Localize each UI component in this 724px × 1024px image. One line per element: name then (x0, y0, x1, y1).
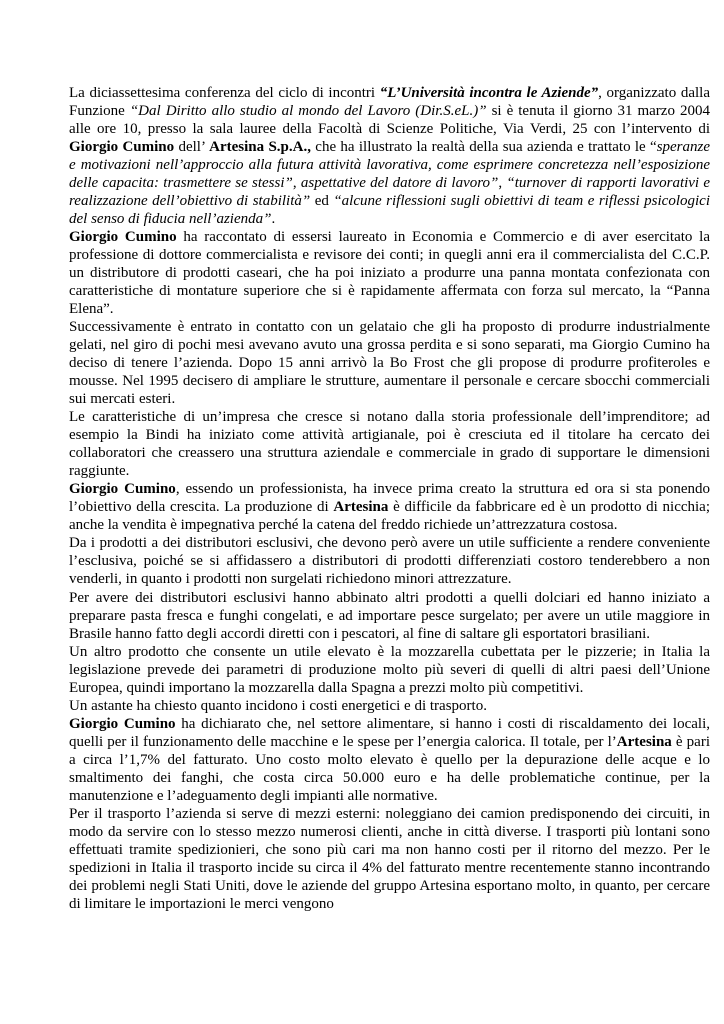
function-name: “Dal Diritto allo studio al mondo del Lavoro (Dir.S.eL.)” (129, 103, 487, 119)
intro-text: . (271, 211, 276, 227)
paragraph-background (69, 228, 710, 318)
intro-text: La diciassettesima conferenza del ciclo di incontri (69, 85, 380, 101)
paragraph-text: Un altro prodotto che consente un utile elevato è la mozzarella cubettata per le pizzerie; in Italia la legislazione prevede dei parametri di produzione molto più severi di quelli di altri paesi dell’Unione Europea, quindi importano la mozzarella dalla Spagna a prezzi molto più competitivi. (69, 644, 710, 696)
company-name: Artesina (333, 499, 389, 515)
paragraph-text: Un astante ha chiesto quanto incidono i costi energetici e di trasporto. (69, 698, 487, 714)
paragraph-history (69, 318, 710, 408)
paragraph-text: Per avere dei distributori esclusivi hanno abbinato altri prodotti a quelli dolciari ed hanno iniziato a preparare pasta fresca e funghi congelati, e ad importare pesce surgelato; per avere un utile maggiore in Brasile hanno fatto degli accordi diretti con i pescatori, al fine di saltare gli esportatori brasiliani. (69, 590, 710, 642)
conference-series-title: “L’Università incontra le Aziende” (379, 85, 599, 101)
paragraph-text: ha dichiarato che, nel settore alimentare, si hanno i costi di riscaldamento dei locali, quelli per il funzionamento delle macchine e le spese per l’energia calorica. Il totale, per l’ (69, 716, 710, 750)
intro-text: , (292, 175, 301, 191)
company-name: Artesina S.p.A., (209, 139, 311, 155)
intro-text: ed (310, 193, 334, 209)
speaker-name: Giorgio Cumino (69, 716, 176, 732)
paragraph-mozzarella (69, 643, 710, 697)
speaker-name: Giorgio Cumino (69, 481, 176, 497)
topic-text: “turnover di rapporti lavorativi e realizzazione dell’obiettivo di stabilità” (69, 175, 711, 209)
topic-text: aspettative del datore di lavoro” (300, 175, 499, 191)
topic-text: speranze e motivazioni nell’approccio alla futura attività lavorativa, come esprimere concretezza nell’esposizione delle capacita: trasmettere se stessi” (69, 139, 711, 191)
paragraph-text: Da i prodotti a dei distributori esclusivi, che devono però avere un utile sufficiente a rendere conveniente l’esclusiva, poiché se si affidassero a distributori di prodotti differenziati costoro tenderebbero a non venderli, in quanto i prodotti non surgelati richiedono minori attrezzature. (69, 535, 710, 587)
paragraph-text: Per il trasporto l’azienda si serve di mezzi esterni: noleggiano dei camion predisponendo dei circuiti, in modo da servire con lo stesso mezzo numerosi clienti, anche in città diverse. I trasporti più lontani sono effettuati tramite spedizionieri, che sono più cari ma non hanno costi per il ritorno del mezzo. Per le spedizioni in Italia il trasporto incide su circa il 4% del fatturato mentre recentemente stanno incontrando dei problemi negli Stati Uniti, dove le aziende del gruppo Artesina esportano molto, in quanto, per cercare di limitare le importazioni le merci vengono (69, 806, 710, 912)
speaker-name: Giorgio Cumino (69, 139, 175, 155)
paragraph-text: è pari a circa l’1,7% del fatturato. Uno costo molto elevato è quello per la depurazione delle acque e lo smaltimento dei fanghi, che costa circa 50.000 euro e ha delle problematiche continue, per la manutenzione e l’adeguamento degli impianti alle normative. (69, 734, 710, 804)
paragraph-text: Successivamente è entrato in contatto con un gelataio che gli ha proposto di produrre industrialmente gelati, nel giro di pochi mesi avevano avuto una grossa perdita e si sono separati, ma Giorgio Cumino ha deciso di tenere l’azienda. Dopo 15 anni arrivò la Bo Frost che gli propose di produrre profiteroles e mousse. Nel 1995 decisero di ampliare le strutture, aumentare il personale e cercare sbocchi commerciali sui mercati esteri. (69, 319, 710, 407)
speaker-name: Giorgio Cumino (69, 229, 177, 245)
paragraph-question (69, 697, 710, 715)
paragraph-text: è difficile da fabbricare ed è un prodotto di nicchia; anche la vendita è impegnativa perché la catena del freddo richiede un’attrezzatura costosa. (69, 499, 710, 533)
paragraph-text: ha raccontato di essersi laureato in Economia e Commercio e di aver esercitato la professione di dottore commercialista e revisore dei conti; in quegli anni era il commercialista del C.C.P. un distributore di prodotti caseari, che ha poi iniziato a produrre una panna montata confezionata con caratteristiche di montature superiore che si è rapidamente affermata con forza sul mercato, la “Panna Elena”. (69, 229, 710, 317)
paragraph-growth (69, 408, 710, 480)
paragraph-structure (69, 480, 710, 534)
document-body (69, 84, 710, 913)
paragraph-text: , essendo un professionista, ha invece prima creato la struttura ed ora si sta ponendo l’obiettivo della crescita. La produzione di (69, 481, 710, 515)
paragraph-text: Le caratteristiche di un’impresa che cresce si notano dalla storia professionale dell’imprenditore; ad esempio la Bindi ha iniziato come attività artigianale, poi è cresciuta ed il titolare ha cercato dei collaboratori che creassero una struttura aziendale e commerciale in grado di supportare le dimensioni raggiunte. (69, 409, 710, 479)
topic-text: “alcune riflessioni sugli obiettivi di team e riflessi psicologici del senso di fiducia nell’azienda” (69, 193, 710, 227)
intro-text: , organizzato dalla Funzione (69, 85, 711, 119)
paragraph-distributors (69, 534, 710, 588)
paragraph-costs (69, 715, 710, 805)
paragraph-products (69, 589, 710, 643)
intro-text: dell’ (174, 139, 210, 155)
intro-text: , (498, 175, 507, 191)
paragraph-transport (69, 805, 710, 913)
intro-text: si è tenuta il giorno 31 marzo 2004 alle ore 10, presso la sala lauree della Facoltà di Scienze Politiche, Via Verdi, 25 con l’intervento di (69, 103, 710, 137)
paragraph-introduction (69, 84, 710, 228)
intro-text: che ha illustrato la realtà della sua azienda e trattato le “ (310, 139, 657, 155)
company-name: Artesina (616, 734, 672, 750)
